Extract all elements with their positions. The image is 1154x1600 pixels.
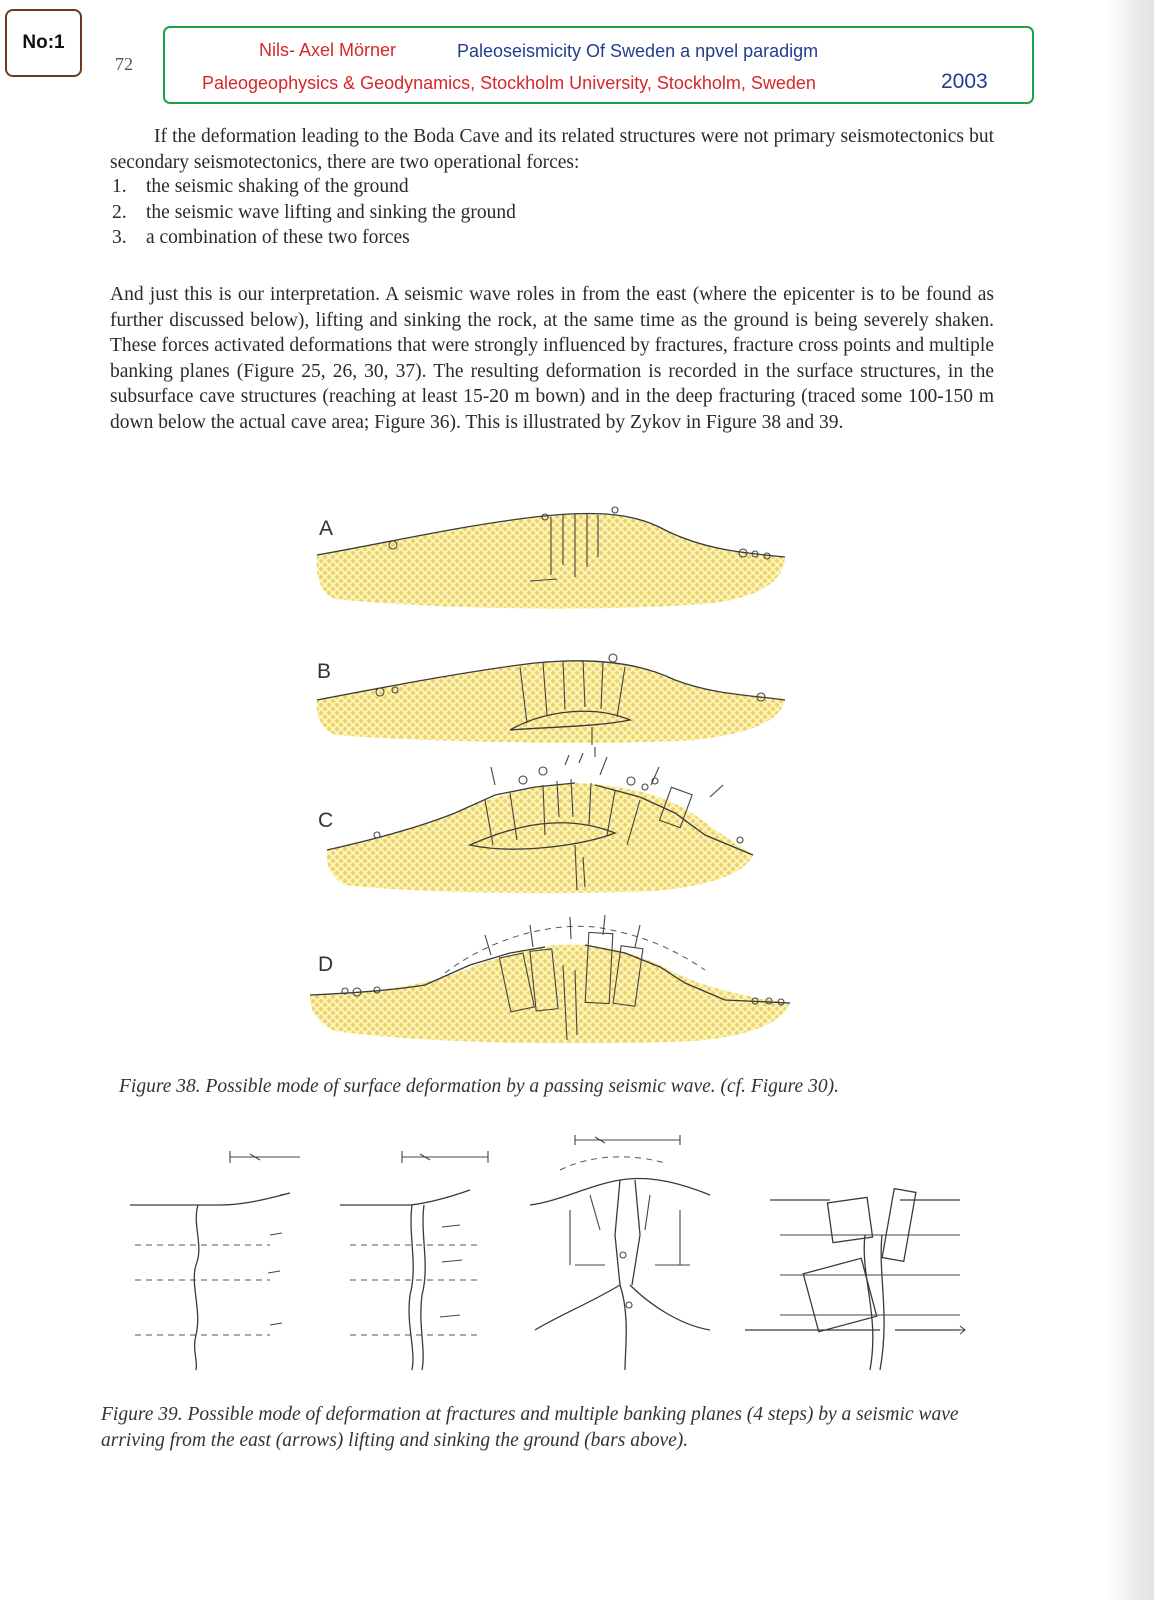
- figure-39-step-1: [130, 1151, 300, 1370]
- figure-38-caption: Figure 38. Possible mode of surface deformation by a passing seismic wave. (cf. Figure 30).: [119, 1076, 839, 1097]
- panel-d-drawing: [310, 915, 790, 1043]
- figure-39-step-2: [340, 1151, 488, 1370]
- list-text: the seismic shaking of the ground: [146, 176, 409, 197]
- header-institution: Paleogeophysics & Geodynamics, Stockholm University, Stockholm, Sweden: [202, 73, 816, 93]
- page-edge-shadow: [1106, 0, 1154, 1600]
- figure-39-caption: Figure 39. Possible mode of deformation at fractures and multiple banking planes (4 steps) by a seismic wave arriving from the east (arrows) lifting and sinking the ground (bars above).: [101, 1404, 959, 1451]
- list-text: the seismic wave lifting and sinking the ground: [146, 201, 516, 223]
- list-number: 3.: [112, 227, 127, 248]
- figure-39-illustration: [120, 1135, 980, 1385]
- panel-c-drawing: [327, 747, 753, 893]
- list-text: a combination of these two forces: [146, 227, 410, 248]
- paragraph-interpretation: And just this is our interpretation. A seismic wave roles in from the east (where the epicenter is to be found as further discussed below), lifting and sinking the rock, at the same time as the ground is being severely shaken. These forces activated deformations that were strongly influenced by fractures, fracture cross points and multiple banking planes (Figure 25, 26, 30, 37). The resulting deformation is recorded in the surface structures, in the subsurface cave structures (reaching at least 15-20 m bown) and in the deep fracturing (traced some 100-150 m down below the actual cave area; Figure 36). This is illustrated by Zykov in Figure 38 and 39.: [110, 284, 994, 433]
- list-item: [112, 174, 516, 200]
- forces-list: [112, 174, 516, 251]
- page-badge: No:1: [5, 9, 82, 77]
- header-box: [163, 26, 1034, 104]
- list-item: [112, 200, 516, 226]
- panel-b-drawing: [317, 654, 785, 745]
- figure-39-step-4: [745, 1189, 965, 1370]
- panel-label-a: A: [319, 517, 334, 540]
- page-number: 72: [115, 54, 133, 74]
- panel-a-drawing: [317, 507, 785, 609]
- panel-label-b: B: [317, 660, 332, 683]
- list-number: 1.: [112, 176, 127, 197]
- list-item: [112, 225, 516, 251]
- header-title: Paleoseismicity Of Sweden a npvel paradigm: [457, 41, 819, 61]
- paragraph-intro: If the deformation leading to the Boda Cave and its related structures were not primary seismotectonics but secondary seismotectonics, there are two operational forces:: [110, 126, 994, 173]
- figure-38-illustration: [295, 495, 815, 1065]
- panel-label-d: D: [318, 953, 334, 976]
- figure-39-step-3: [530, 1135, 710, 1370]
- panel-label-c: C: [318, 809, 334, 832]
- list-number: 2.: [112, 201, 127, 223]
- header-year: 2003: [941, 70, 988, 93]
- header-author: Nils- Axel Mörner: [259, 40, 397, 60]
